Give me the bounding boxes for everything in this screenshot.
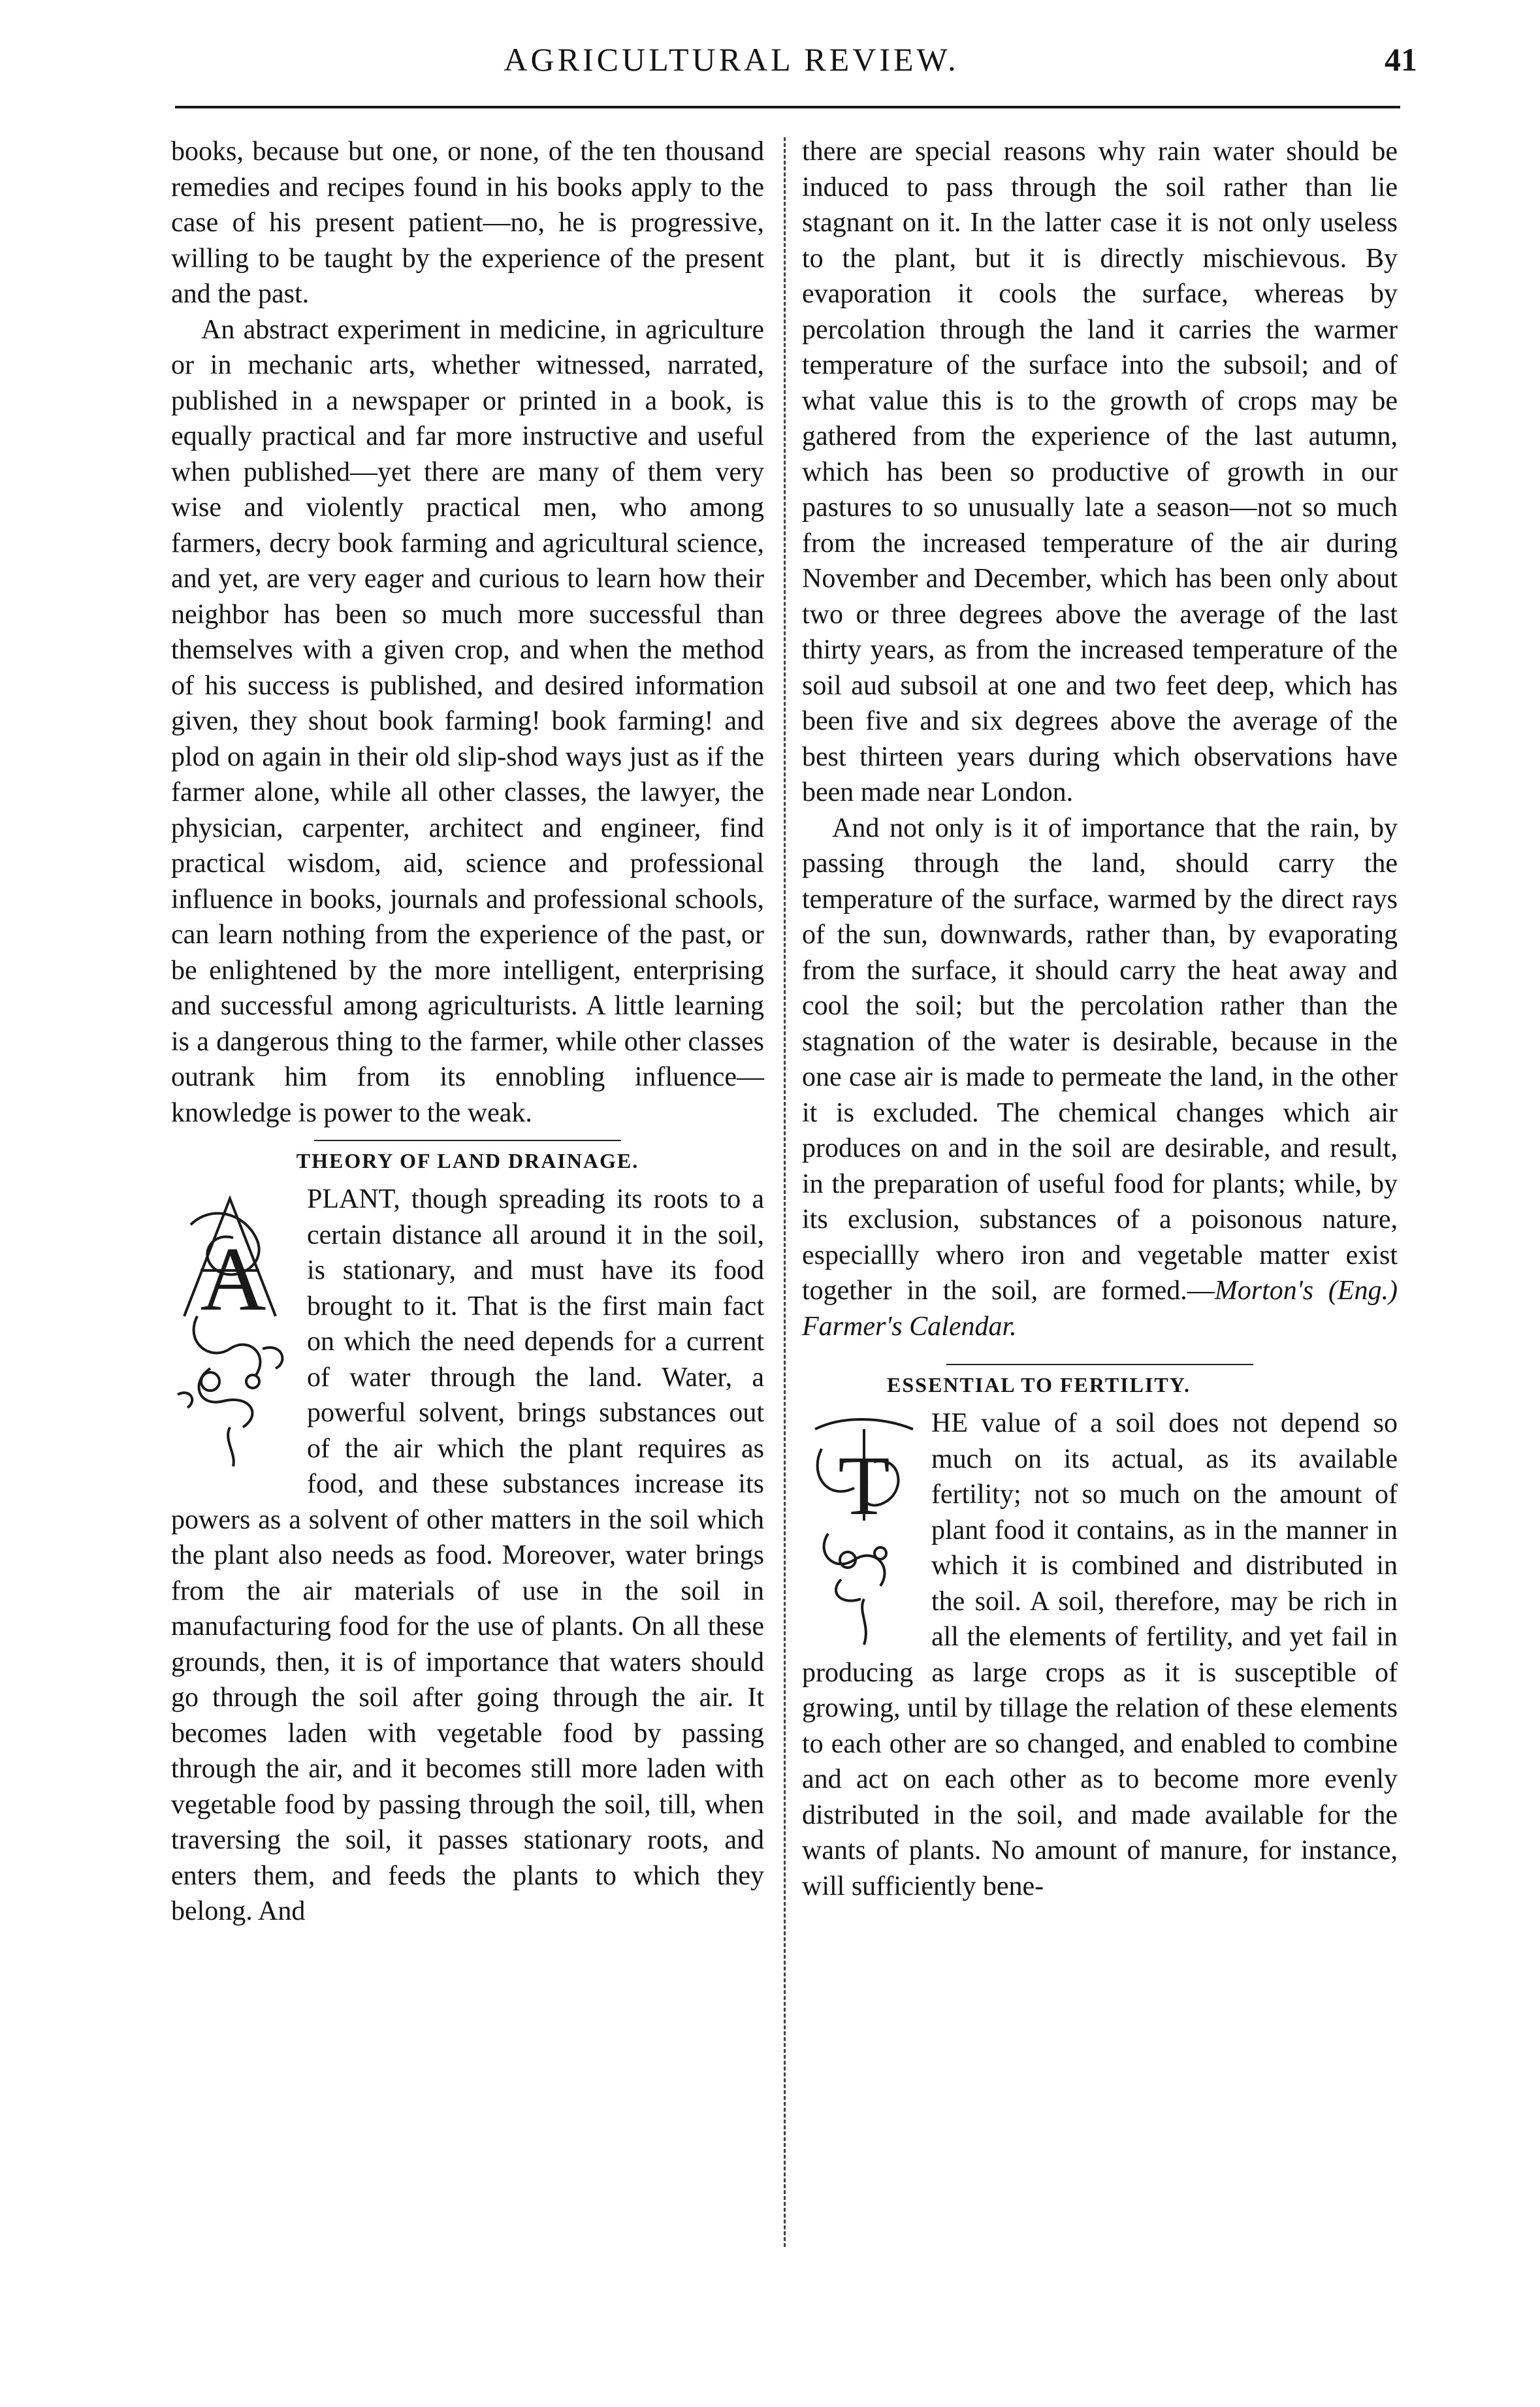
section-divider [946,1364,1253,1365]
section-heading-fertility: ESSENTIAL TO FERTILITY. [887,1373,1191,1397]
ornamental-drop-cap-t [802,1410,920,1651]
book-farming-paragraph: An abstract experiment in medicine, in agriculture or in mechanic arts, whether witnessed, narrated, published in a newspaper or printed in a book, is equally practical and far more instructive and useful when published—yet there are many of them very wise and violently practical men, who among farmers, decry book farming and agricultural science, and yet, are very eager and curious to learn how their neighbor has been so much more successful than themselves with a given crop, and when the method of his success is published, and desired information given, they shout book farming! book farming! and plod on again in their old slip-shod ways just as if the farmer alone, while all other classes, the lawyer, the physician, carpenter, architect and engineer, find practical wisdom, aid, science and professional influence in books, journals and professional schools, can learn nothing from the experience of the past, or be enlightened by the more intelligent, enterprising and successful among agriculturists. A little learning is a dangerous thing to the farmer, while other classes outrank him from its ennobling influence—knowledge is power to the weak. [171,314,764,1128]
drop-cap-letter: A [200,1229,266,1330]
rain-percolation-text: And not only is it of importance that the rain, by passing through the land, should carry the temperature of the surface, warmed by the direct rays of the sun, downwards, rather than, by evaporating from the surface, it should carry the heat away and cool the soil; but the percolation rather than the stagnation of the water is desirable, because in the one case air is made to permeate the land, in the other it is excluded. The chemical changes which air produces on and in the soil are desirable, and result, in the preparation of useful food for plants; while, by its exclusion, substances of a poisonous nature, especiallly whero iron and vegetable matter exist together in the soil, are formed.— [802,813,1398,1306]
left-continuation-paragraph: books, because but one, or none, of the ten thousand remedies and recipes found in his books apply to the case of his present patient—no, he is progressive, willing to be taught by the experience of the present and the past. [171,137,764,309]
header-rule [175,106,1400,108]
right-continuation-paragraph: there are special reasons why rain water should be induced to pass through the soil rather than lie stagnant on it. In the latter case it is not only useless to the plant, but it is directly mischievous. By evaporation it cools the surface, whereas by percolation through the land it carries the warmer temperature of the surface into the subsoil; and of what value this is to the growth of crops may be gathered from the experience of the last autumn, which has been so productive of growth in our pastures to so unusually late a season—not so much from the increased temperature of the air during November and December, which has been only about two or three degrees above the average of the last thirty years, as from the increased temperature of the soil aud subsoil at one and two feet deep, which has been five and six degrees above the average of the best thirteen years during which observations have been made near London. [802,137,1398,807]
ornamental-drop-cap-a [171,1186,295,1473]
drop-cap-letter: T [838,1439,890,1533]
land-drainage-text: PLANT, though spreading its roots to a certain distance all around it in the soil, is stationary, and must have its food brought to it. That is the first main fact on which the need depends for a current of water through the land. Water, a powerful solvent, brings substances out of the air which the plant requires as food, and these substances increase its powers as a solvent of other matters in the soil which the plant also needs as food. Moreover, water brings from the air materials of use in the soil in manufacturing food for the use of plants. On all these grounds, then, it is of importance that waters should go through the soil after going through the air. It becomes laden with vegetable food by passing through the air, and it becomes still more laden with vegetable food by passing through the soil, till, when traversing the soil, it passes stationary roots, and enters them, and feeds the plants to which they belong. And [171,1184,764,1926]
page-number: 41 [1385,41,1417,78]
fertility-text: HE value of a soil does not depend so much on its actual, as its available fertility; not so much on the amount of plant food it contains, as in the manner in which it is combined and distributed in the soil. A soil, therefore, may be rich in all the elements of fertility, and yet fail in producing as large crops as it is susceptible of growing, until by tillage the relation of these elements to each other are so changed, and enabled to combine and act on each other as to become more evenly distributed in the soil, and made available for the wants of plants. No amount of manure, for instance, will sufficiently bene- [802,1408,1398,1901]
page-header-title: AGRICULTURAL REVIEW. [504,41,959,78]
section-heading-land-drainage: THEORY OF LAND DRAINAGE. [296,1149,639,1172]
citation-source: Morton's (Eng.) Farmer's Calendar. [802,1276,1398,1342]
right-column [802,134,1398,1904]
column-divider [784,137,786,2247]
rain-percolation-paragraph [802,811,1398,1345]
left-column [171,134,764,1930]
section-divider [314,1140,621,1141]
